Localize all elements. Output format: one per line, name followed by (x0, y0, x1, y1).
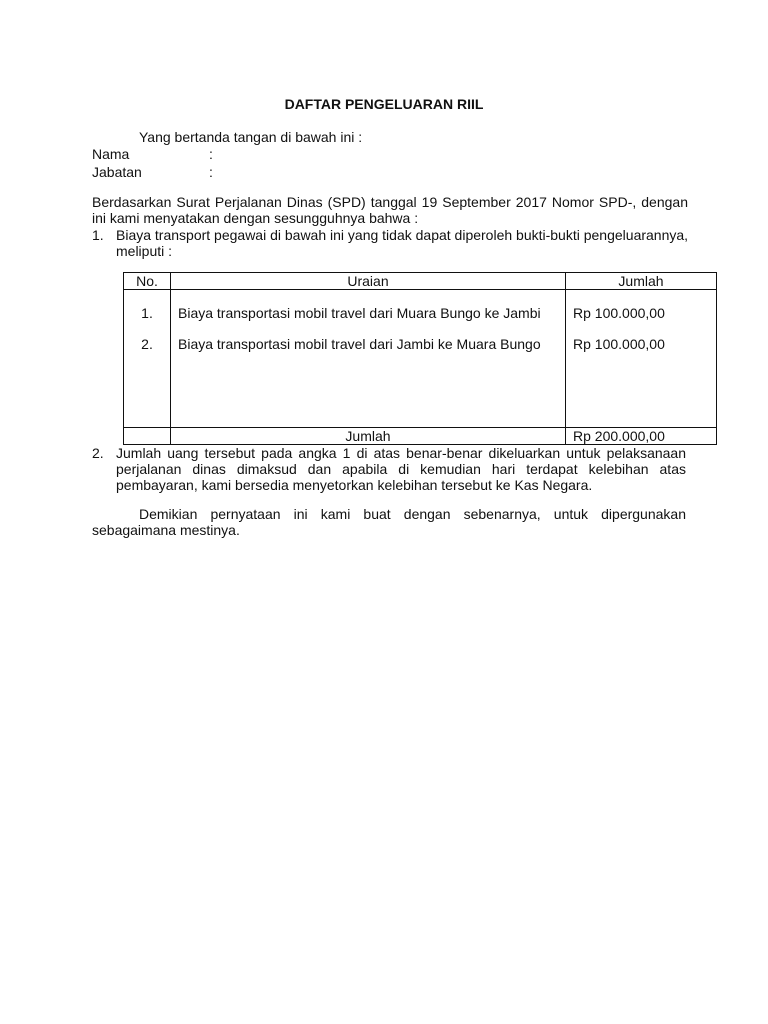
row-2-jumlah: Rp 100.000,00 (573, 336, 665, 352)
row-1-no: 1. (141, 305, 153, 321)
row-2-uraian: Biaya transportasi mobil travel dari Jambi ke Muara Bungo (178, 336, 541, 352)
header-uraian: Uraian (171, 273, 566, 290)
field-label-nama: Nama (92, 146, 130, 162)
total-value: Rp 200.000,00 (566, 428, 717, 445)
document-title: DAFTAR PENGELUARAN RIIL (284, 96, 484, 112)
field-separator-nama: : (209, 146, 213, 162)
item-2-text: Jumlah uang tersebut pada angka 1 di atas benar-benar dikeluarkan untuk pelaksanaan perjalanan dinas dimaksud dan apabila di kemudian hari terdapat kelebihan atas pembayaran, kami bersedia menyetorkan kelebihan tersebut ke Kas Negara. (116, 445, 686, 493)
item-1-text: Biaya transport pegawai di bawah ini yang tidak dapat diperoleh bukti-bukti pengeluarannya, meliputi : (116, 227, 689, 259)
intro-line: Yang bertanda tangan di bawah ini : (139, 129, 363, 145)
field-separator-jabatan: : (209, 164, 213, 180)
row-1-jumlah: Rp 100.000,00 (573, 305, 665, 321)
header-no: No. (124, 273, 171, 290)
row-1-uraian: Biaya transportasi mobil travel dari Muara Bungo ke Jambi (178, 305, 541, 321)
row-2-no: 2. (141, 336, 153, 352)
spd-paragraph: Berdasarkan Surat Perjalanan Dinas (SPD) tanggal 19 September 2017 Nomor SPD-, dengan ini kami menyatakan dengan sesungguhnya bahwa : (92, 194, 688, 226)
table-header-row (124, 273, 717, 290)
table-body-rows (124, 290, 717, 428)
expense-table (123, 272, 717, 445)
item-2-number: 2. (92, 445, 104, 461)
closing-paragraph: Demikian pernyataan ini kami buat dengan sebenarnya, untuk dipergunakan sebagaimana mestinya. (92, 506, 686, 538)
header-jumlah: Jumlah (566, 273, 717, 290)
item-1-number: 1. (92, 227, 104, 243)
field-label-jabatan: Jabatan (92, 164, 142, 180)
table-total-row (124, 428, 717, 445)
total-label: Jumlah (171, 428, 566, 445)
